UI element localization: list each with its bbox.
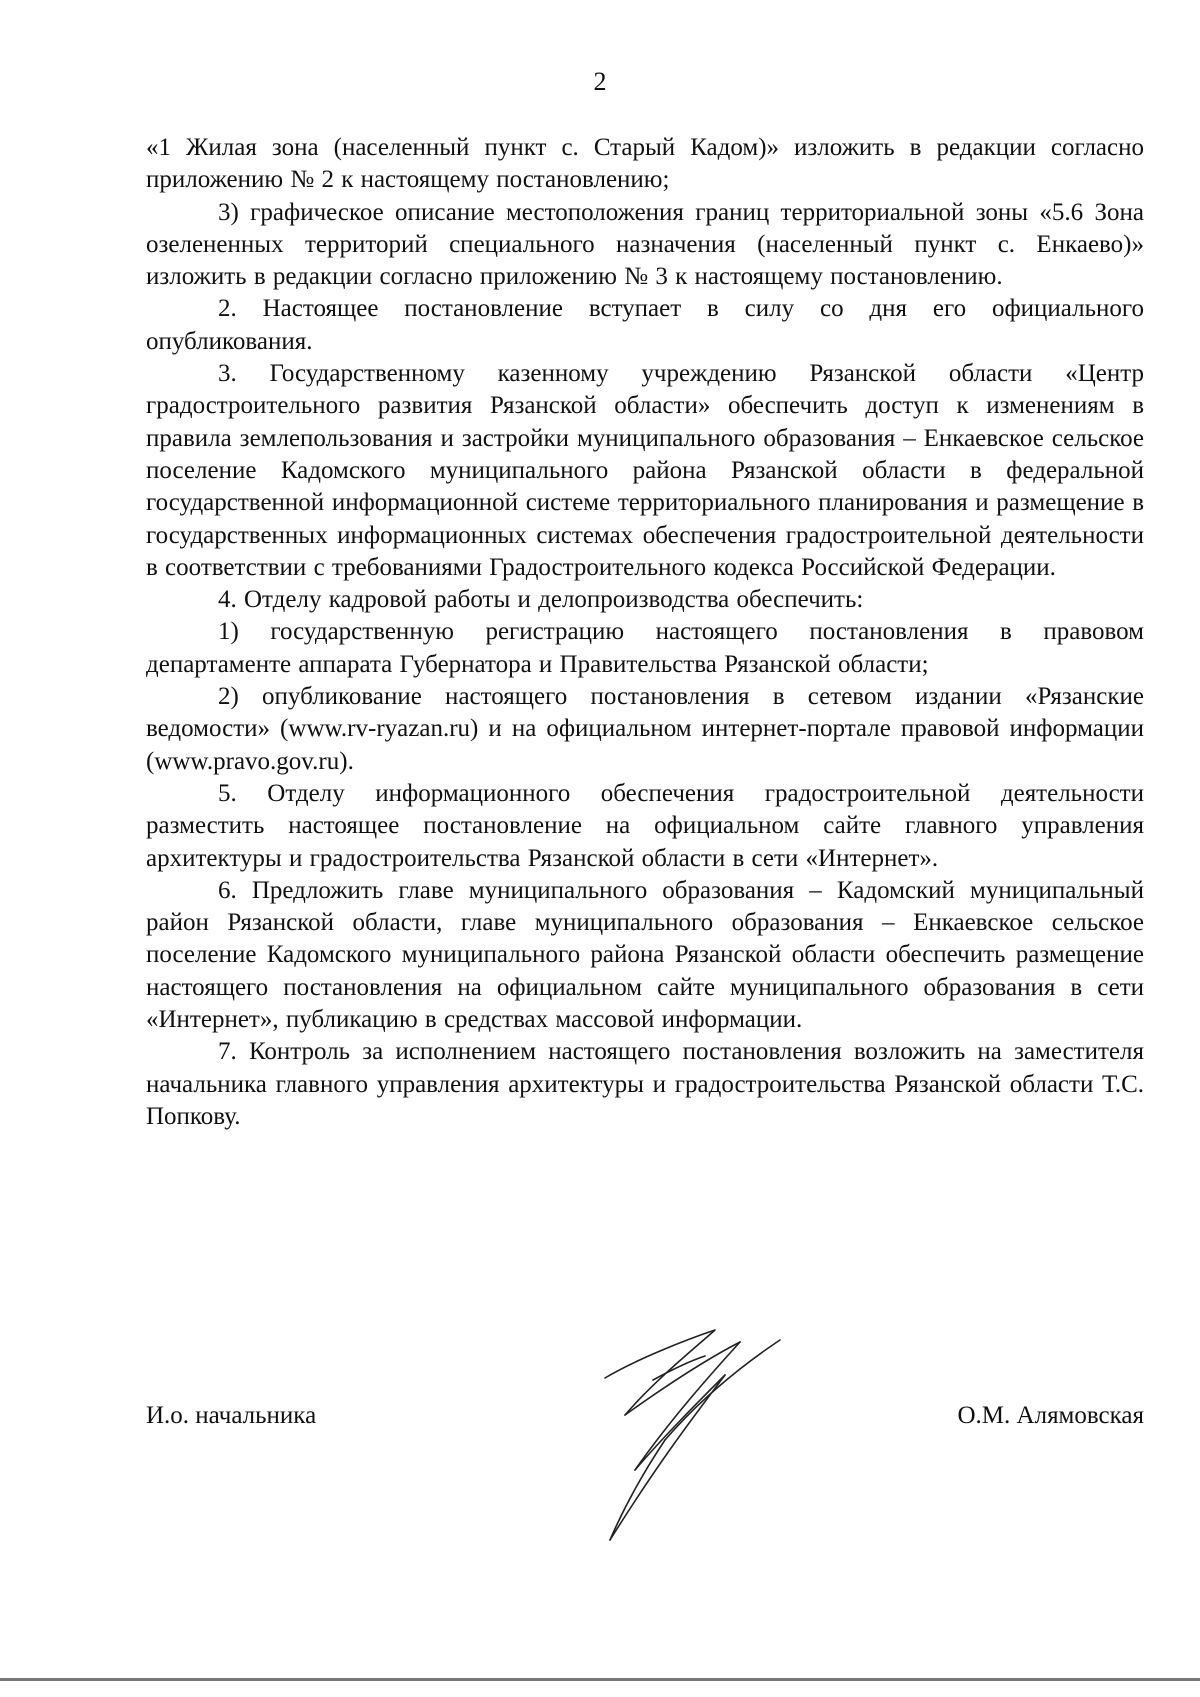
- paragraph-clause-2: 2. Настоящее постановление вступает в силу со дня его официального опубликования.: [146, 295, 1144, 355]
- paragraph-clause-7: 7. Контроль за исполнением настоящего постановления возложить на заместителя начальника главного управления архитектуры и градостроительства Рязанской области Т.С. Попкову.: [146, 1038, 1144, 1130]
- paragraph-clause-3: 3. Государственному казенному учреждению Рязанской области «Центр градостроительного развития Рязанской области» обеспечить доступ к изменениям в правила землепользования и застройки муниципального образования – Енкаевское сельское поселение Кадомского муниципального района Рязанской области в федеральной государственной информационной системе территориального планирования и размещение в государственных информационных системах обеспечения градостроительной деятельности в соответствии с требованиями Градостроительного кодекса Российской Федерации.: [146, 360, 1144, 581]
- paragraph-clause-6: 6. Предложить главе муниципального образования – Кадомский муниципальный район Рязанской области, главе муниципального образования – Енкаевское сельское поселение Кадомского муниципального района Рязанской области обеспечить размещение настоящего постановления на официальном сайте муниципального образования в сети «Интернет», публикацию в средствах массовой информации.: [146, 876, 1144, 1034]
- page-number: 2: [593, 67, 607, 96]
- paragraph-clause-4-item-2: 2) опубликование настоящего постановления в сетевом издании «Рязанские ведомости» (www.rv-ryazan.ru) и на официальном интернет-портале правовой информации (www.pravo.gov.ru).: [146, 683, 1144, 775]
- paragraph-clause-4-item-1: 1) государственную регистрацию настоящего постановления в правовом департаменте аппарата Губернатора и Правительства Рязанской области;: [146, 618, 1144, 678]
- paragraph-zone-1-continuation: «1 Жилая зона (населенный пункт с. Старый Кадом)» изложить в редакции согласно приложению № 2 к настоящему постановлению;: [146, 134, 1144, 194]
- handwritten-signature: [565, 1320, 785, 1550]
- paragraph-clause-4: 4. Отделу кадровой работы и делопроизводства обеспечить:: [218, 586, 864, 614]
- document-body: [146, 132, 1144, 1133]
- signatory-name: О.М. Алямовская: [957, 1402, 1144, 1429]
- paragraph-item-3-graphic-description: 3) графическое описание местоположения границ территориальной зоны «5.6 Зона озелененных территорий специального назначения (населенный пункт с. Енкаево)» изложить в редакции согласно приложению № 3 к настоящему постановлению.: [146, 198, 1144, 291]
- signatory-position: И.о. начальника: [146, 1402, 317, 1429]
- scan-bottom-edge: [0, 1678, 1200, 1681]
- paragraph-clause-5: 5. Отделу информационного обеспечения градостроительной деятельности разместить настоящее постановление на официальном сайте главного управления архитектуры и градостроительства Рязанской области в сети «Интернет».: [146, 779, 1144, 872]
